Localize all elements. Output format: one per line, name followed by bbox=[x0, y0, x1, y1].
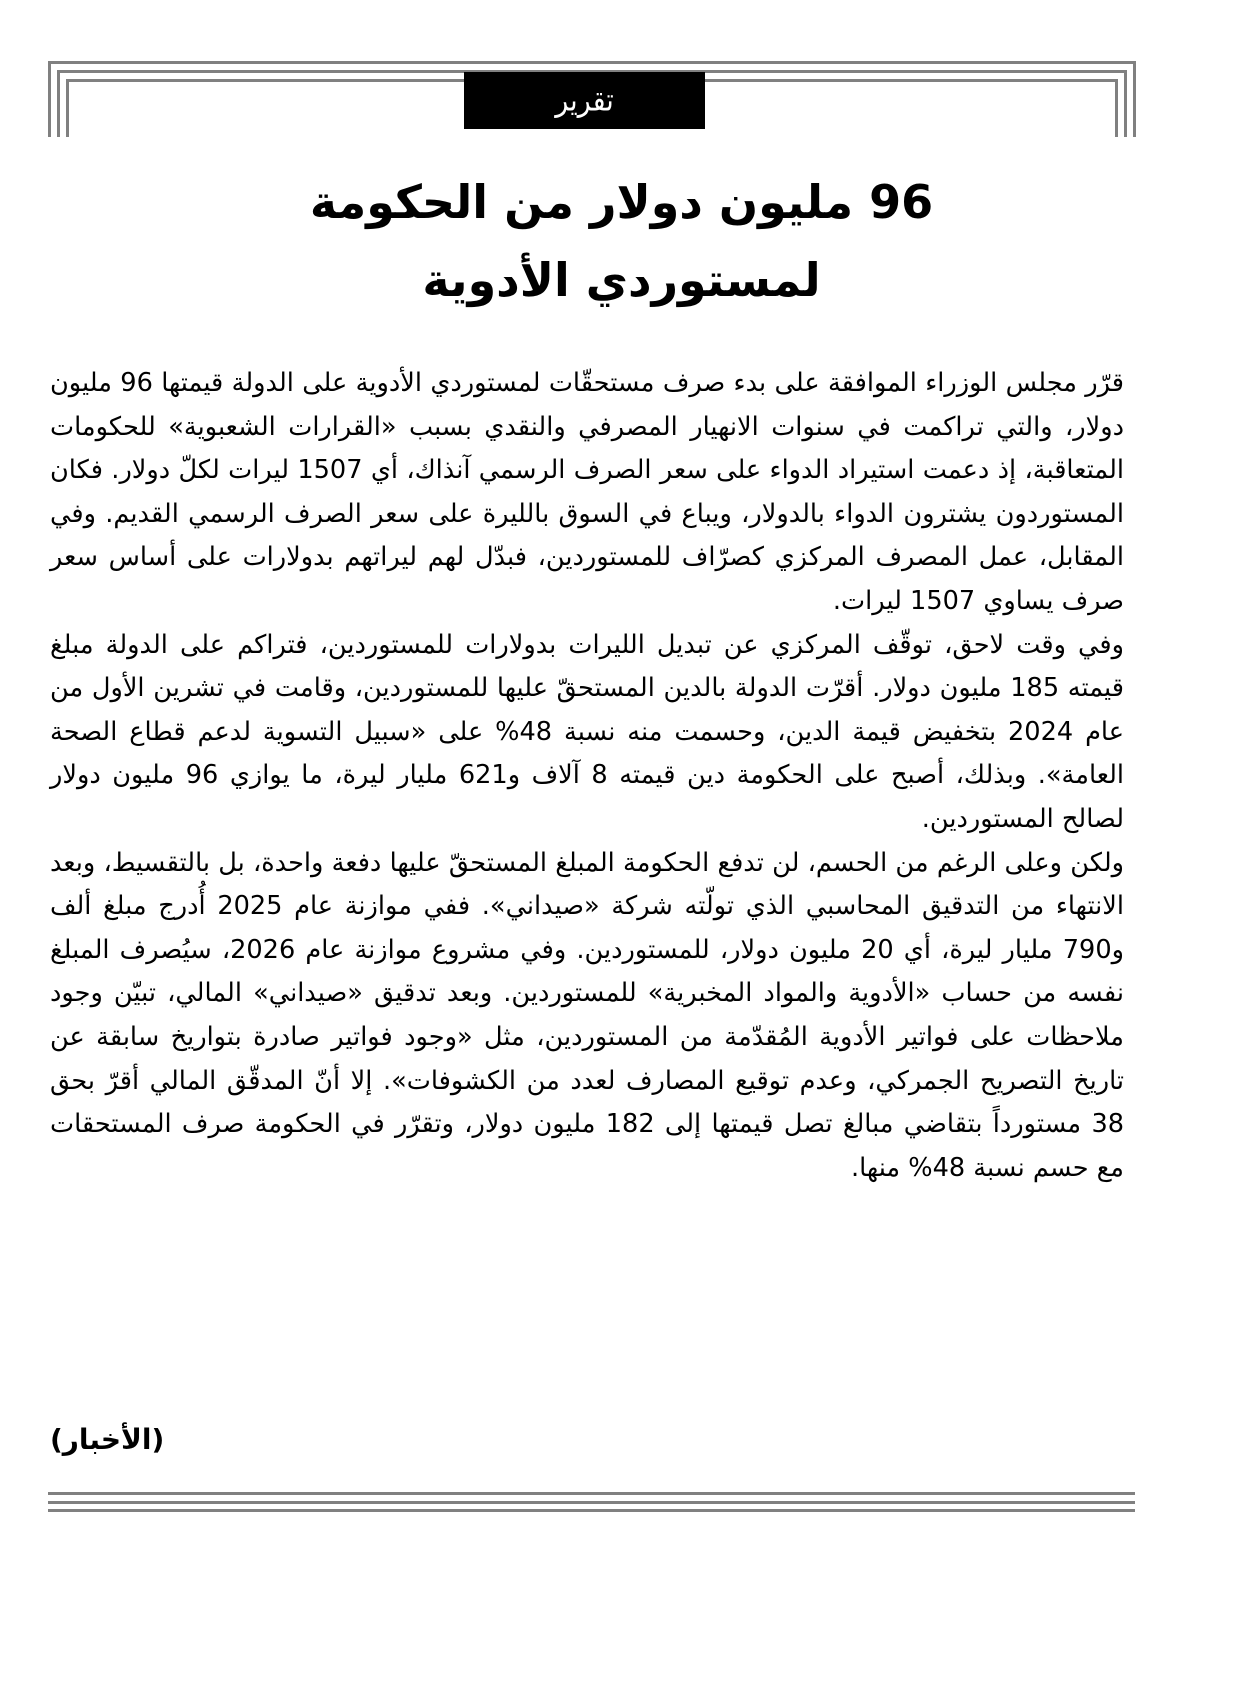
bottom-frame-border bbox=[48, 1492, 1135, 1514]
bottom-rule-3 bbox=[48, 1509, 1135, 1512]
section-tag-label: تقرير bbox=[555, 82, 614, 119]
frame-line-outer-left bbox=[48, 61, 51, 137]
section-tag bbox=[464, 72, 705, 129]
frame-line-outer-top bbox=[48, 61, 1136, 64]
frame-line-middle-left bbox=[57, 70, 60, 137]
source-attribution: (الأخبار) bbox=[50, 1423, 165, 1456]
frame-line-inner-right bbox=[1115, 79, 1118, 137]
body-paragraph-2: وفي وقت لاحق، توقّف المركزي عن تبديل الليرات بدولارات للمستوردين، فتراكم على الدولة مبلغ قيمته 185 مليون دولار. أقرّت الدولة بالدين المستحقّ عليها للمستوردين، وقامت في تشرين الأول من عام 2024 بتخفيض قيمة الدين، وحسمت منه نسبة 48% على «سبيل التسوية لدعم قطاع الصحة العامة». وبذلك، أصبح على الحكومة دين قيمته 8 آلاف و621 مليار ليرة، ما يوازي 96 مليون دولار لصالح المستوردين. bbox=[50, 629, 1125, 834]
headline-line-1: 96 مليون دولار من الحكومة bbox=[309, 175, 934, 229]
article-headline bbox=[0, 163, 1243, 319]
frame-line-inner-left bbox=[66, 79, 69, 137]
bottom-rule-2 bbox=[48, 1501, 1135, 1504]
body-paragraph-3: ولكن وعلى الرغم من الحسم، لن تدفع الحكومة المبلغ المستحقّ عليها دفعة واحدة، بل بالتقسيط، وبعد الانتهاء من التدقيق المحاسبي الذي تولّته شركة «صيداني». ففي موازنة عام 2025 أُدرج مبلغ ألف و790 مليار ليرة، أي 20 مليون دولار، للمستوردين. وفي مشروع موازنة عام 2026، سيُصرف المبلغ نفسه من حساب «الأدوية والمواد المخبرية» للمستوردين. وبعد تدقيق «صيداني» المالي، تبيّن وجود ملاحظات على فواتير الأدوية المُقدّمة من المستوردين، مثل «وجود فواتير صادرة بتواريخ سابقة عن تاريخ التصريح الجمركي، وعدم توقيع المصارف لعدد من الكشوفات». إلا أنّ المدقّق المالي أقرّ بحق 38 مستورداً بتقاضي مبالغ تصل قيمتها إلى 182 مليون دولار، وتقرّر في الحكومة صرف المستحقات مع حسم نسبة 48% منها. bbox=[50, 847, 1125, 1183]
frame-line-outer-right bbox=[1133, 61, 1136, 137]
bottom-rule-1 bbox=[48, 1492, 1135, 1495]
body-paragraph-1: قرّر مجلس الوزراء الموافقة على بدء صرف مستحقّات لمستوردي الأدوية على الدولة قيمتها 96 مليون دولار، والتي تراكمت في سنوات الانهيار المصرفي والنقدي بسبب «القرارات الشعبوية» للحكومات المتعاقبة، إذ دعمت استيراد الدواء على سعر الصرف الرسمي آنذاك، أي 1507 ليرات لكلّ دولار. فكان المستوردون يشترون الدواء بالدولار، ويباع في السوق بالليرة على سعر الصرف الرسمي القديم. وفي المقابل، عمل المصرف المركزي كصرّاف للمستوردين، فبدّل لهم ليراتهم بدولارات على أساس سعر صرف يساوي 1507 ليرات. bbox=[50, 368, 1125, 616]
article-body bbox=[50, 362, 1124, 1190]
headline-line-2: لمستوردي الأدوية bbox=[422, 253, 821, 307]
frame-line-middle-right bbox=[1124, 70, 1127, 137]
